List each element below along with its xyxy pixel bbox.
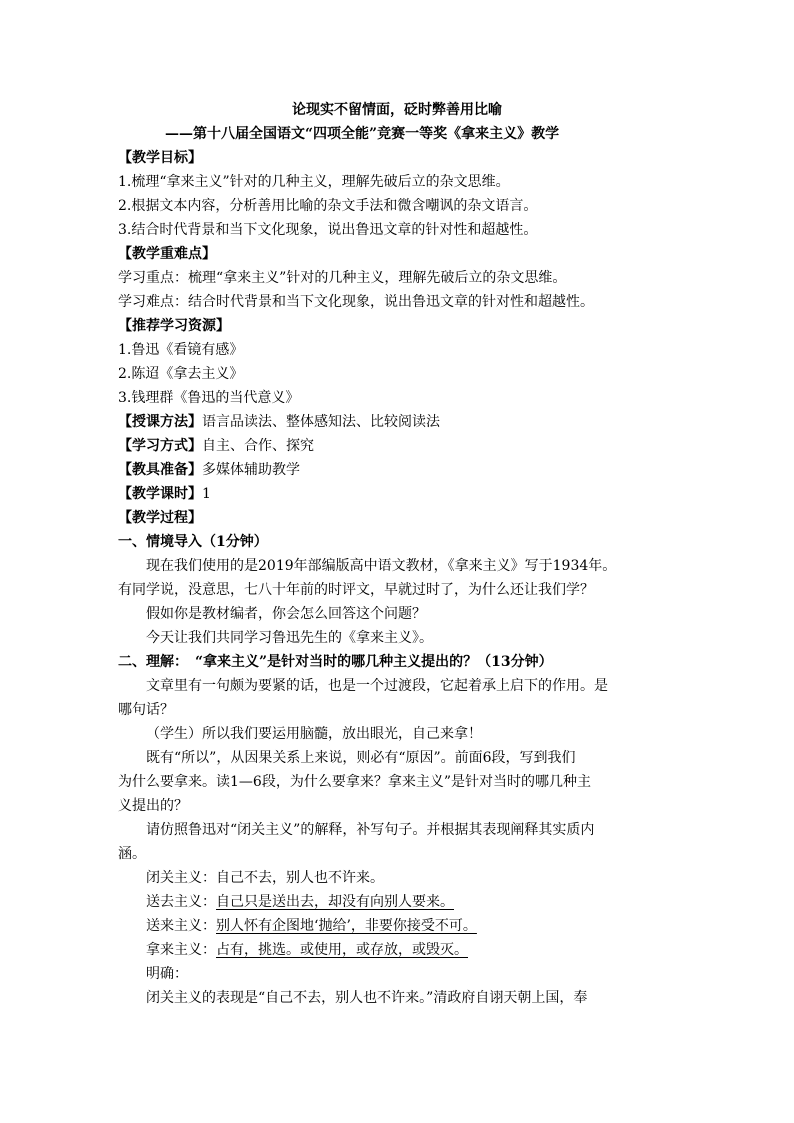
definition-text: 自己不去，别人也不许来。 (216, 870, 384, 886)
class-hours (118, 484, 211, 504)
goal-item: 3.结合时代背景和当下文化现象，说出鲁迅文章的针对性和超越性。 (118, 222, 538, 238)
paragraph-line: 文章里有一句颇为要紧的话，也是一个过渡段，它起着承上启下的作用。是 (146, 678, 608, 694)
resource-item: 3.钱理群《鲁迅的当代意义》 (118, 390, 300, 406)
resource-item: 2.陈迢《拿去主义》 (118, 366, 244, 382)
study-mode (118, 436, 314, 456)
paragraph-line: 有同学说，没意思，七八十年前的时评文，早就过时了，为什么还让我们学？ (118, 582, 594, 598)
definition-item (146, 940, 468, 960)
paragraph-line: 涵。 (118, 846, 146, 862)
paragraph-line: 现在我们使用的是2019年部编版高中语文教材，《拿来主义》写于1934年。 (146, 558, 617, 574)
definition-label: 闭关主义： (146, 870, 216, 886)
resources-heading: 【推荐学习资源】 (118, 318, 230, 334)
definition-answer: 自己只是送出去，却没有向别人要来。 (216, 894, 454, 910)
definition-answer: 别人怀有企图地‘抛给’，非要你接受不可。 (216, 918, 477, 934)
section1-heading: 一、情境导入（1分钟） (118, 534, 268, 550)
class-hours-value: 1 (202, 486, 211, 502)
teaching-method-value: 语言品读法、整体感知法、比较阅读法 (202, 414, 440, 430)
paragraph-line: （学生）所以我们要运用脑髓，放出眼光，自己来拿！ (146, 726, 482, 742)
paragraph-line: 为什么要拿来。读1—6段，为什么要拿来？拿来主义”是针对当时的哪几种主 (118, 774, 591, 790)
paragraph-line: 既有“所以”，从因果关系上来说，则必有“原因”。前面6段，写到我们 (146, 750, 576, 766)
study-mode-value: 自主、合作、探究 (202, 438, 314, 454)
definition-label: 送去主义： (146, 894, 216, 910)
key-point-difficulty: 学习难点：结合时代背景和当下文化现象，说出鲁迅文章的针对性和超越性。 (118, 294, 594, 310)
page-subtitle: ——第十八届全国语文“四项全能”竞赛一等奖《拿来主义》教学 (165, 126, 560, 142)
paragraph-line: 哪句话？ (118, 702, 174, 718)
goal-item: 1.梳理“拿来主义”针对的几种主义，理解先破后立的杂文思维。 (118, 174, 510, 190)
teaching-tools-value: 多媒体辅助教学 (202, 462, 300, 478)
process-heading: 【教学过程】 (118, 510, 202, 526)
teaching-tools-label: 【教具准备】 (118, 462, 202, 478)
paragraph-line: 今天让我们共同学习鲁迅先生的《拿来主义》。 (146, 630, 433, 646)
teaching-method (118, 412, 440, 432)
paragraph-line: 义提出的？ (118, 798, 188, 814)
key-points-heading: 【教学重难点】 (118, 246, 216, 262)
paragraph-line: 假如你是教材编者，你会怎么回答这个问题？ (146, 606, 426, 622)
class-hours-label: 【教学课时】 (118, 486, 202, 502)
definition-label: 送来主义： (146, 918, 216, 934)
definition-label: 拿来主义： (146, 942, 216, 958)
goal-item: 2.根据文本内容，分析善用比喻的杂文手法和微含嘲讽的杂文语言。 (118, 198, 538, 214)
definition-answer: 占有，挑选。或使用，或存放，或毁灭。 (216, 942, 468, 958)
clarify-label: 明确： (146, 966, 188, 982)
study-mode-label: 【学习方式】 (118, 438, 202, 454)
page-title: 论现实不留情面，砭时弊善用比喻 (292, 102, 502, 118)
definition-item (146, 892, 454, 912)
paragraph-line: 请仿照鲁迅对“闭关主义”的解释，补写句子。并根据其表现阐释其实质内 (146, 822, 595, 838)
paragraph-line: 闭关主义的表现是“自己不去，别人也不许来。”清政府自诩天朝上国，奉 (146, 990, 588, 1006)
definition-item (146, 868, 384, 888)
goals-heading: 【教学目标】 (118, 150, 202, 166)
section2-heading: 二、理解： “拿来主义”是针对当时的哪几种主义提出的？（13分钟） (118, 654, 553, 670)
teaching-method-label: 【授课方法】 (118, 414, 202, 430)
teaching-tools (118, 460, 300, 480)
key-point-focus: 学习重点：梳理“拿来主义”针对的几种主义，理解先破后立的杂文思维。 (118, 270, 567, 286)
resource-item: 1.鲁迅《看镜有感》 (118, 342, 244, 358)
definition-item (146, 916, 477, 936)
